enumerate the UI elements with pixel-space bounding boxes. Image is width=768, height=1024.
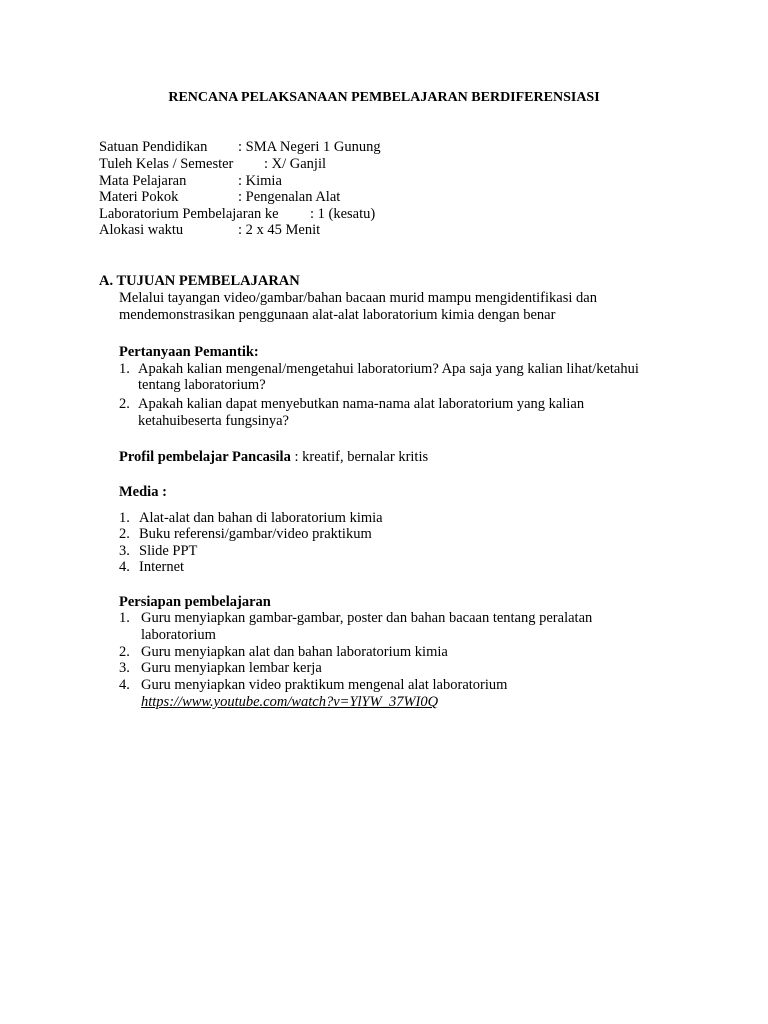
persiapan-item-4-number: 4. (119, 677, 130, 693)
media-heading: Media : (119, 484, 167, 500)
youtube-link[interactable]: https://www.youtube.com/watch?v=YlYW_37WI0Q (141, 694, 439, 710)
identity-label-materi: Materi Pokok (99, 189, 179, 205)
section-a-heading: A. TUJUAN PEMBELAJARAN (99, 273, 300, 289)
media-item-1 (119, 510, 383, 527)
media-item-4-text: Internet (139, 559, 185, 575)
document-title: RENCANA PELAKSANAAN PEMBELAJARAN BERDIFERENSIASI (168, 90, 600, 105)
persiapan-item-2-number: 2. (119, 644, 130, 660)
identity-label-kelas: Tuleh Kelas / Semester (99, 156, 234, 172)
pemantik-item-1-number: 1. (119, 361, 130, 377)
media-item-2-text: Buku referensi/gambar/video praktikum (139, 526, 372, 542)
persiapan-item-2-text: Guru menyiapkan alat dan bahan laboratorium kimia (141, 644, 448, 660)
media-item-2-number: 2. (119, 526, 130, 542)
identity-value-kelas: : X/ Ganjil (264, 156, 327, 172)
identity-label-mapel: Mata Pelajaran (99, 173, 187, 189)
pemantik-item-2-line2: ketahuibeserta fungsinya? (138, 413, 289, 429)
pemantik-item-2-number: 2. (119, 396, 130, 412)
identity-value-laboratorium: : 1 (kesatu) (310, 206, 376, 222)
pemantik-item-2-line1: Apakah kalian dapat menyebutkan nama-nama alat laboratorium yang kalian (138, 396, 585, 412)
media-item-3-number: 3. (119, 543, 130, 559)
profil-line (119, 449, 428, 466)
media-item-4 (119, 559, 184, 576)
persiapan-item-1-number: 1. (119, 610, 130, 626)
profil-value: : kreatif, bernalar kritis (290, 449, 429, 465)
persiapan-item-4-text: Guru menyiapkan video praktikum mengenal alat laboratorium (141, 677, 508, 693)
section-a-intro-line2: mendemonstrasikan penggunaan alat-alat laboratorium kimia dengan benar (119, 307, 556, 323)
identity-value-satuan: : SMA Negeri 1 Gunung (238, 139, 381, 155)
persiapan-item-1-line1: Guru menyiapkan gambar-gambar, poster dan bahan bacaan tentang peralatan (141, 610, 593, 626)
profil-label: Profil pembelajar Pancasila (119, 449, 291, 465)
media-item-4-number: 4. (119, 559, 130, 575)
identity-label-laboratorium: Laboratorium Pembelajaran ke (99, 206, 279, 222)
persiapan-heading: Persiapan pembelajaran (119, 594, 271, 610)
media-item-1-text: Alat-alat dan bahan di laboratorium kimia (139, 510, 383, 526)
identity-value-alokasi: : 2 x 45 Menit (238, 222, 321, 238)
media-item-2 (119, 526, 372, 543)
pemantik-heading: Pertanyaan Pemantik: (119, 344, 259, 360)
identity-label-alokasi: Alokasi waktu (99, 222, 184, 238)
media-item-1-number: 1. (119, 510, 130, 526)
persiapan-item-1-line2: laboratorium (141, 627, 216, 643)
persiapan-item-3-number: 3. (119, 660, 130, 676)
media-item-3 (119, 543, 197, 560)
pemantik-item-1-line1: Apakah kalian mengenal/mengetahui laboratorium? Apa saja yang kalian lihat/ketahui (138, 361, 639, 377)
identity-value-materi: : Pengenalan Alat (238, 189, 341, 205)
identity-value-mapel: : Kimia (238, 173, 282, 189)
persiapan-item-3-text: Guru menyiapkan lembar kerja (141, 660, 322, 676)
section-a-intro-line1: Melalui tayangan video/gambar/bahan bacaan murid mampu mengidentifikasi dan (119, 290, 597, 306)
pemantik-item-1-line2: tentang laboratorium? (138, 377, 266, 393)
media-item-3-text: Slide PPT (139, 543, 198, 559)
identity-label-satuan: Satuan Pendidikan (99, 139, 208, 155)
